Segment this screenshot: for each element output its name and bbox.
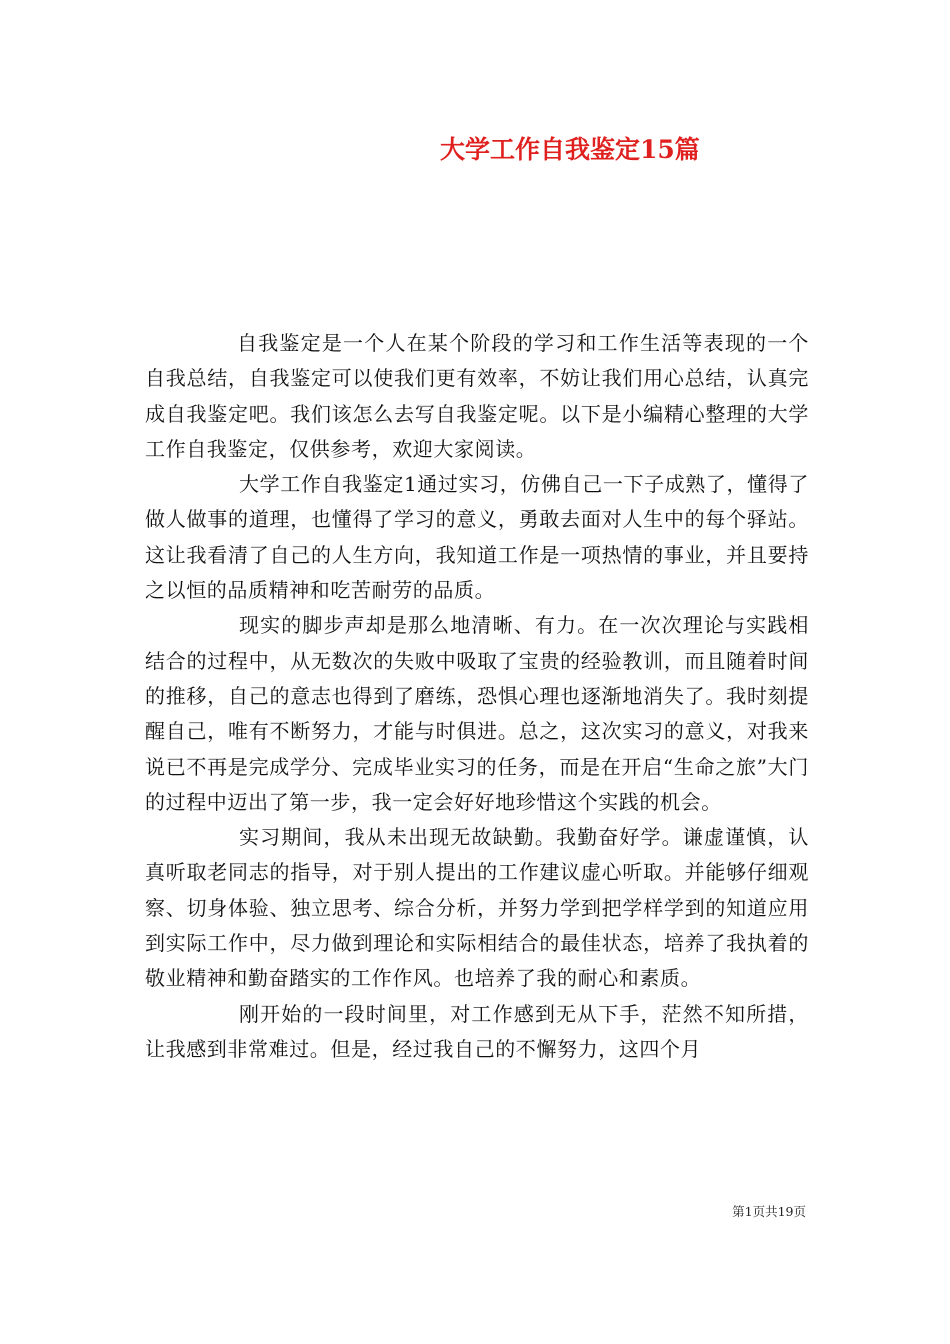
document-title: 大学工作自我鉴定15篇 [440, 135, 700, 164]
paragraph-3: 实习期间，我从未出现无故缺勤。我勤奋好学。谦虚谨慎，认真听取老同志的指导，对于别人提出的工作建议虚心听取。并能够仔细观察、切身体验、独立思考、综合分析，并努力学到把学样学到的知道应用到实际工作中，尽力做到理论和实际相结合的最佳状态，培养了我执着的敬业精神和勤奋踏实的工作作风。也培养了我的耐心和素质。 [145, 825, 809, 991]
paragraph-1: 大学工作自我鉴定1通过实习，仿佛自己一下子成熟了，懂得了做人做事的道理，也懂得了学习的意义，勇敢去面对人生中的每个驿站。这让我看清了自己的人生方向，我知道工作是一项热情的事业，并且要持之以恒的品质精神和吃苦耐劳的品质。 [145, 472, 809, 603]
paragraph-4: 刚开始的一段时间里，对工作感到无从下手，茫然不知所措，让我感到非常难过。但是，经过我自己的不懈努力，这四个月 [145, 1001, 809, 1061]
paragraph-intro: 自我鉴定是一个人在某个阶段的学习和工作生活等表现的一个自我总结，自我鉴定可以使我们更有效率，不妨让我们用心总结，认真完成自我鉴定吧。我们该怎么去写自我鉴定呢。以下是小编精心整理的大学工作自我鉴定，仅供参考，欢迎大家阅读。 [145, 331, 809, 461]
document-body [145, 326, 809, 1067]
page-number-footer: 第1页共19页 [732, 1204, 806, 1219]
paragraph-2: 现实的脚步声却是那么地清晰、有力。在一次次理论与实践相结合的过程中，从无数次的失败中吸取了宝贵的经验教训，而且随着时间的推移，自己的意志也得到了磨练，恐惧心理也逐渐地消失了。我时刻提醒自己，唯有不断努力，才能与时俱进。总之，这次实习的意义，对我来说已不再是完成学分、完成毕业实习的任务，而是在开启“生命之旅”大门的过程中迈出了第一步，我一定会好好地珍惜这个实践的机会。 [145, 613, 809, 814]
